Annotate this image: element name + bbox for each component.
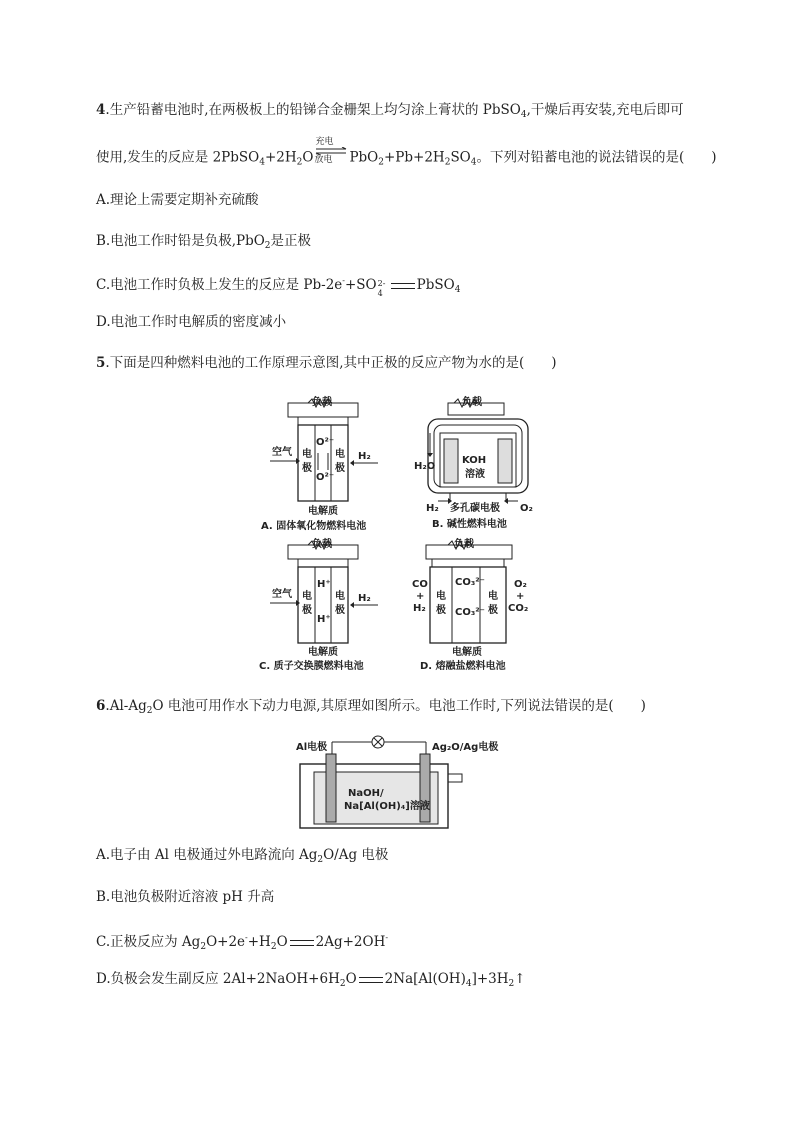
svg-text:电: 电 (335, 591, 345, 602)
q4-option-c[interactable]: C.电池工作时负极上发生的反应是 Pb-2e-+SO 2- 4 PbSO$_4$ (96, 276, 461, 298)
svg-text:电: 电 (335, 449, 345, 460)
svg-text:CO: CO (412, 579, 428, 590)
svg-text:H₂: H₂ (358, 593, 371, 604)
svg-text:CO₂: CO₂ (508, 603, 529, 614)
svg-text:+: + (416, 591, 425, 602)
fig-c-pem-cell (250, 537, 390, 677)
svg-text:电解质: 电解质 (308, 506, 338, 517)
svg-text:多孔碳电极: 多孔碳电极 (450, 503, 500, 514)
svg-text:极: 极 (335, 605, 345, 616)
q6-number: 6 (96, 698, 106, 714)
svg-text:H₂O: H₂O (414, 461, 436, 472)
svg-text:空气: 空气 (272, 447, 292, 458)
q6-option-a[interactable]: A.电子由 Al 电极通过外电路流向 $Ag_2O/Ag$ 电极 (96, 847, 389, 865)
svg-text:极: 极 (302, 463, 312, 474)
svg-text:H₂: H₂ (358, 451, 371, 462)
q4-option-d[interactable]: D.电池工作时电解质的密度减小 (96, 314, 287, 330)
svg-text:Al电极: Al电极 (296, 742, 328, 753)
svg-text:KOH: KOH (462, 455, 487, 466)
fig-al-ag2o-cell (292, 734, 512, 834)
svg-text:CO₃²⁻: CO₃²⁻ (455, 577, 485, 588)
reversible-arrow: 充电 放电 (314, 147, 348, 169)
fig-b-alkaline-cell (410, 393, 540, 535)
svg-text:溶液: 溶液 (465, 469, 485, 480)
svg-text:负载: 负载 (312, 397, 332, 408)
svg-text:B. 碱性燃料电池: B. 碱性燃料电池 (432, 519, 507, 530)
svg-text:极: 极 (488, 605, 498, 616)
svg-text:电: 电 (302, 449, 312, 460)
svg-text:H₂: H₂ (426, 503, 439, 514)
fig-d-molten-salt-cell (408, 537, 538, 677)
svg-text:极: 极 (302, 605, 312, 616)
svg-text:电: 电 (436, 591, 446, 602)
q4-stem-line1: 4.生产铅蓄电池时,在两极板上的铅锑合金栅架上均匀涂上膏状的 PbSO$_4$,干燥后再安装,充电后即可 (96, 102, 684, 120)
svg-text:A. 固体氧化物燃料电池: A. 固体氧化物燃料电池 (261, 521, 367, 532)
svg-text:Na[Al(OH)₄]溶液: Na[Al(OH)₄]溶液 (344, 801, 430, 812)
svg-text:+: + (516, 591, 525, 602)
svg-text:O₂: O₂ (514, 579, 527, 590)
q5-stem: 5.下面是四种燃料电池的工作原理示意图,其中正极的反应产物为水的是( ) (96, 355, 557, 371)
svg-text:CO₃²⁻: CO₃²⁻ (455, 607, 485, 618)
q6-option-c[interactable]: C.正极反应为 $Ag_2O+2e^-+H_2O$ 2Ag+2OH- (96, 933, 389, 952)
svg-text:电: 电 (302, 591, 312, 602)
svg-text:D. 熔融盐燃料电池: D. 熔融盐燃料电池 (420, 661, 506, 672)
q6-option-b[interactable]: B.电池负极附近溶液 pH 升高 (96, 889, 275, 905)
q4-option-a[interactable]: A.理论上需要定期补充硫酸 (96, 192, 259, 208)
svg-text:极: 极 (335, 463, 345, 474)
svg-text:Ag₂O/Ag电极: Ag₂O/Ag电极 (432, 742, 499, 753)
q6-stem: $6.Al-Ag_2O$ 电池可用作水下动力电源,其原理如图所示。电池工作时,下列说法错误的是( ) (96, 698, 646, 716)
svg-text:H₂: H₂ (413, 603, 426, 614)
svg-text:H⁺: H⁺ (317, 579, 331, 590)
q4-option-b[interactable]: B.电池工作时铅是负极,PbO$_2$是正极 (96, 233, 312, 251)
svg-text:O²⁻: O²⁻ (316, 472, 335, 483)
q4-number: 4 (96, 102, 106, 118)
fig-a-solid-oxide-cell (250, 395, 390, 535)
svg-text:C. 质子交换膜燃料电池: C. 质子交换膜燃料电池 (259, 661, 364, 672)
svg-text:空气: 空气 (272, 589, 292, 600)
svg-text:H⁺: H⁺ (317, 614, 331, 625)
svg-text:负载: 负载 (454, 539, 474, 550)
svg-text:负载: 负载 (462, 397, 482, 408)
svg-text:负载: 负载 (312, 539, 332, 550)
svg-text:电解质: 电解质 (308, 647, 338, 658)
q4-stem-line2: 使用,发生的反应是 $2PbSO_4+2H_2O$ 充电 放电 $PbO_2+Pb+2H_2SO_4$。下列对铅蓄电池的说法错误的是( ) (96, 137, 717, 168)
svg-text:O²⁻: O²⁻ (316, 437, 335, 448)
svg-text:NaOH/: NaOH/ (348, 788, 384, 799)
q5-number: 5 (96, 355, 106, 371)
svg-text:电: 电 (488, 591, 498, 602)
q6-option-d[interactable]: D.负极会发生副反应 $2Al+2NaOH+6H_2O$ $2Na[Al(OH)_4]+3H_2↑$ (96, 971, 526, 989)
svg-text:O₂: O₂ (520, 503, 533, 514)
svg-text:电解质: 电解质 (452, 647, 482, 658)
svg-text:极: 极 (436, 605, 446, 616)
